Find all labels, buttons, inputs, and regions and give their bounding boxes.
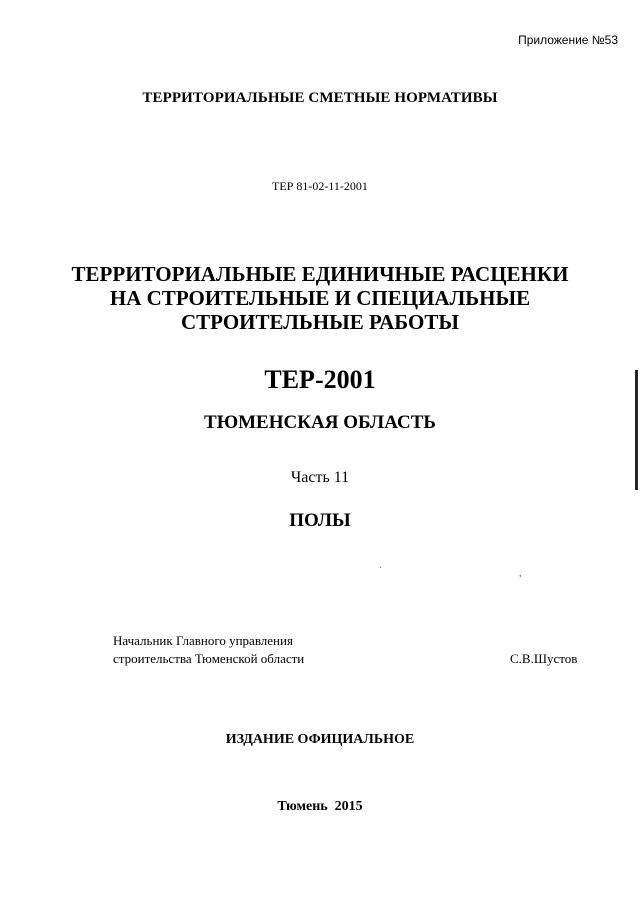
edition-label: ИЗДАНИЕ ОФИЦИАЛЬНОЕ [225, 732, 415, 747]
signatory-position [113, 632, 304, 668]
short-code: ТЕР-2001 [264, 365, 376, 394]
region-title: ТЮМЕНСКАЯ ОБЛАСТЬ [204, 412, 436, 433]
place-year: Тюмень 2015 [277, 799, 363, 814]
main-title [0, 262, 640, 334]
header-title: ТЕРРИТОРИАЛЬНЫЕ СМЕТНЫЕ НОРМАТИВЫ [142, 90, 498, 106]
stray-mark: ˙ [379, 566, 383, 577]
section-title: ПОЛЫ [289, 510, 351, 531]
scan-edge-line [635, 370, 638, 490]
main-title-line-2: НА СТРОИТЕЛЬНЫЕ И СПЕЦИАЛЬНЫЕ [109, 286, 531, 310]
main-title-line-1: ТЕРРИТОРИАЛЬНЫЕ ЕДИНИЧНЫЕ РАСЦЕНКИ [71, 262, 569, 286]
appendix-label: Приложение №53 [518, 33, 618, 47]
signatory-name: С.В.Шустов [510, 651, 578, 666]
document-code: ТЕР 81-02-11-2001 [272, 179, 368, 193]
main-title-line-3: СТРОИТЕЛЬНЫЕ РАБОТЫ [180, 310, 460, 334]
signatory-position-line-1: Начальник Главного управления [113, 633, 293, 648]
part-number: Часть 11 [290, 469, 350, 486]
stray-mark: , [519, 568, 522, 579]
signatory-position-line-2: строительства Тюменской области [113, 651, 305, 666]
